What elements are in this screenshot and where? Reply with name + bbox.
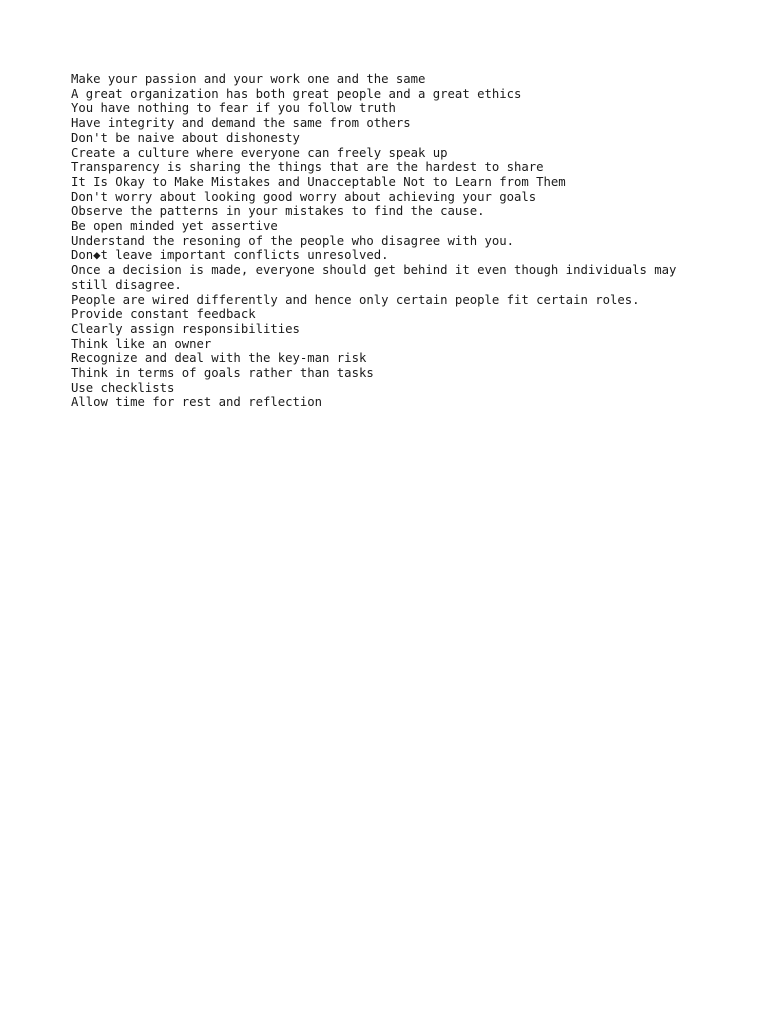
text-line: It Is Okay to Make Mistakes and Unacceptable Not to Learn from Them xyxy=(71,174,566,189)
text-line: Provide constant feedback xyxy=(71,307,256,322)
text-line: Observe the patterns in your mistakes to find the cause. xyxy=(71,204,485,219)
text-line: Don◆t leave important conflicts unresolved. xyxy=(71,248,389,263)
text-line: Be open minded yet assertive xyxy=(71,219,278,234)
text-line: Transparency is sharing the things that are the hardest to share xyxy=(71,160,544,175)
text-line: Make your passion and your work one and the same xyxy=(71,72,426,86)
text-line: People are wired differently and hence only certain people fit certain roles. xyxy=(71,292,640,307)
text-line: Allow time for rest and reflection xyxy=(71,395,323,410)
text-line: Once a decision is made, everyone should get behind it even though individuals may still disagree. xyxy=(71,263,684,292)
text-line: Think like an owner xyxy=(71,336,212,351)
text-line: Don't worry about looking good worry about achieving your goals xyxy=(71,189,537,204)
text-line: Recognize and deal with the key-man risk xyxy=(71,351,367,366)
text-line: Clearly assign responsibilities xyxy=(71,321,300,336)
text-line: Don't be naive about dishonesty xyxy=(71,130,300,145)
text-line: Think in terms of goals rather than tasks xyxy=(71,366,374,381)
text-line: Use checklists xyxy=(71,380,175,395)
text-line: Create a culture where everyone can freely speak up xyxy=(71,145,448,160)
text-line: You have nothing to fear if you follow truth xyxy=(71,101,396,116)
text-line: Have integrity and demand the same from others xyxy=(71,116,411,131)
document-page xyxy=(71,72,711,410)
text-line: Understand the resoning of the people who disagree with you. xyxy=(71,233,515,248)
text-line: A great organization has both great people and a great ethics xyxy=(71,86,522,101)
